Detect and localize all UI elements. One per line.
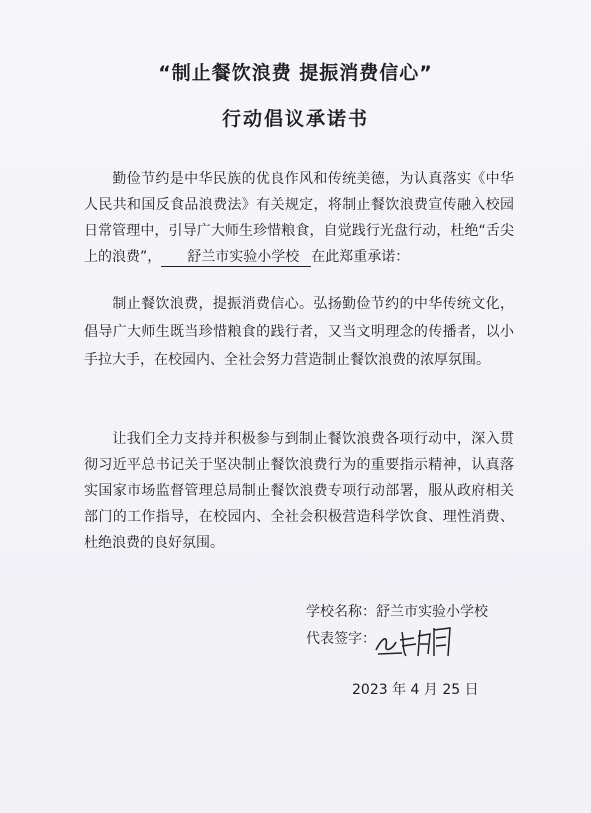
- paragraph-pledge: [84, 290, 514, 374]
- pledge-text: 制止餐饮浪费，提振消费信心。弘扬勤俭节约的中华传统文化，倡导广大师生既当珍惜粮食的践行者，又当文明理念的传播者，以小手拉大手，在校园内、全社会努力营造制止餐饮浪费的浓厚氛围。: [84, 296, 514, 368]
- document-title: “制止餐饮浪费 提振消费信心”: [158, 62, 433, 84]
- action-text: 让我们全力支持并积极参与到制止餐饮浪费各项行动中，深入贯彻习近平总书记关于坚决制止餐饮浪费行为的重要指示精神，认真落实国家市场监督管理总局制止餐饮浪费专项行动部署，服从政府相关部门的工作指导，在校园内、全社会积极营造科学饮食、理性消费、杜绝浪费的良好氛围。: [84, 431, 514, 551]
- school-name-fill: 舒兰市实验小学校: [161, 248, 311, 267]
- handwritten-signature: [372, 620, 462, 660]
- paragraph-action: [84, 426, 514, 556]
- intro-tail: 在此郑重承诺：: [311, 249, 410, 265]
- school-name-line: 学校名称：舒兰市实验小学校: [306, 604, 488, 620]
- paragraph-intro: [84, 166, 514, 270]
- document-date: 2023 年 4 月 25 日: [352, 682, 479, 698]
- document-subtitle: 行动倡议承诺书: [221, 108, 369, 130]
- intro-text: 勤俭节约是中华民族的优良作风和传统美德，为认真落实《中华人民共和国反食品浪费法》有关规定，将制止餐饮浪费宣传融入校园日常管理中，引导广大师生珍惜粮食，自觉践行光盘行动，杜绝“舌尖上的浪费”，: [84, 171, 514, 265]
- representative-label: 代表签字：: [306, 631, 376, 647]
